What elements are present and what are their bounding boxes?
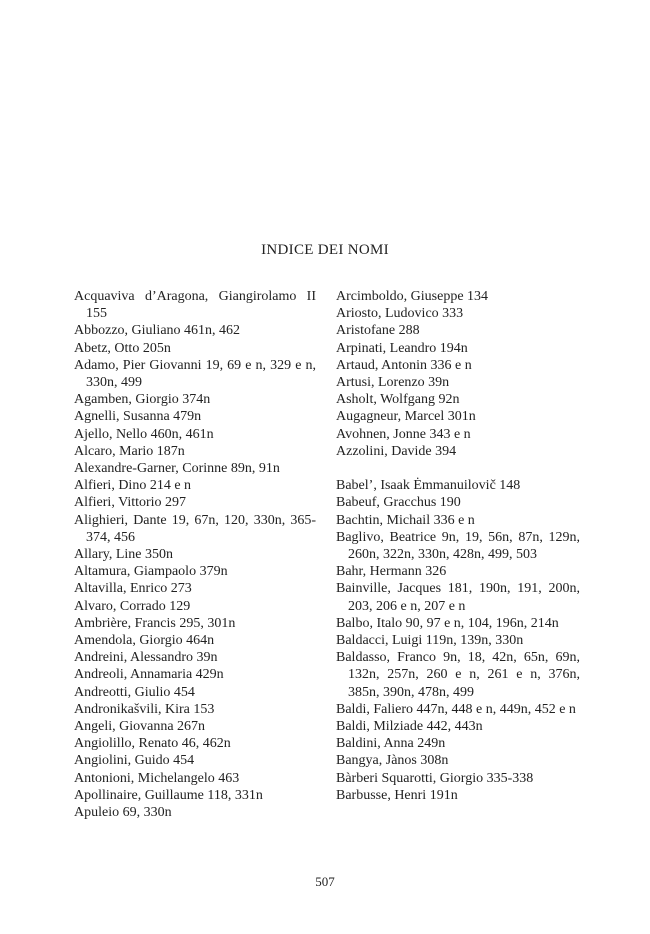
index-column-right <box>336 288 580 804</box>
index-entry: Angiolini, Guido 454 <box>74 753 195 769</box>
index-entry: Arpinati, Leandro 194n <box>336 340 468 356</box>
group-separator <box>336 460 580 477</box>
index-entry: Apollinaire, Guillaume 118, 331n <box>74 787 263 803</box>
index-entry: Babel’, Isaak Ėmmanuilovič 148 <box>336 478 521 494</box>
index-entry: Alexandre-Garner, Corinne 89n, 91n <box>74 461 280 477</box>
index-entry: Acquaviva d’Aragona, Giangirolamo II 155 <box>74 289 316 322</box>
page-number: 507 <box>315 874 335 889</box>
index-entry: Avohnen, Jonne 343 e n <box>336 426 471 442</box>
index-entry: Artusi, Lorenzo 39n <box>336 375 450 391</box>
index-entry: Baglivo, Beatrice 9n, 19, 56n, 87n, 129n, 260n, 322n, 330n, 428n, 499, 503 <box>336 529 580 563</box>
index-entry: Bàrberi Squarotti, Giorgio 335-338 <box>336 770 534 786</box>
index-entry: Adamo, Pier Giovanni 19, 69 e n, 329 e n, 330n, 499 <box>74 357 316 391</box>
index-entry: Bainville, Jacques 181, 190n, 191, 200n, 203, 206 e n, 207 e n <box>336 581 580 614</box>
index-column-left <box>74 288 316 821</box>
index-entry: Ariosto, Ludovico 333 <box>336 306 464 322</box>
index-entry: Alfieri, Vittorio 297 <box>74 495 187 511</box>
index-entry: Alcaro, Mario 187n <box>74 443 185 459</box>
index-entry: Andreini, Alessandro 39n <box>74 650 218 666</box>
index-entry: Angeli, Giovanna 267n <box>74 719 206 735</box>
index-entry: Altavilla, Enrico 273 <box>74 581 192 597</box>
index-entry: Baldasso, Franco 9n, 18, 42n, 65n, 69n, 132n, 257n, 260 e n, 261 e n, 376n, 385n, 390n, 478n, 499 <box>336 650 580 700</box>
index-entry: Angiolillo, Renato 46, 462n <box>74 736 231 752</box>
index-entry: Augagneur, Marcel 301n <box>336 409 476 425</box>
index-entry: Artaud, Antonin 336 e n <box>336 357 472 373</box>
index-entry: Ambrière, Francis 295, 301n <box>74 615 236 631</box>
index-entry: Ajello, Nello 460n, 461n <box>74 426 214 442</box>
index-entry: Bahr, Hermann 326 <box>336 564 447 580</box>
index-entry: Bachtin, Michail 336 e n <box>336 512 475 528</box>
index-group-b <box>336 477 580 804</box>
index-entry: Alvaro, Corrado 129 <box>74 598 191 614</box>
index-entry: Apuleio 69, 330n <box>74 805 172 821</box>
index-entry: Arcimboldo, Giuseppe 134 <box>336 289 489 304</box>
index-entry: Allary, Line 350n <box>74 547 174 563</box>
index-entry: Antonioni, Michelangelo 463 <box>74 770 240 786</box>
index-entry: Bangya, Jànos 308n <box>336 753 449 769</box>
index-entry: Alfieri, Dino 214 e n <box>74 478 192 494</box>
index-entry: Abetz, Otto 205n <box>74 340 171 356</box>
index-entry: Aristofane 288 <box>336 323 420 339</box>
index-entry: Alighieri, Dante 19, 67n, 120, 330n, 365-374, 456 <box>74 512 316 545</box>
index-entry: Asholt, Wolfgang 92n <box>336 392 460 408</box>
index-entry: Babeuf, Gracchus 190 <box>336 495 461 511</box>
index-entry: Andronikašvili, Kira 153 <box>74 701 215 717</box>
index-group-a <box>336 288 580 460</box>
index-entry: Azzolini, Davide 394 <box>336 443 457 459</box>
index-entry: Amendola, Giorgio 464n <box>74 633 215 649</box>
index-entry: Altamura, Giampaolo 379n <box>74 564 228 580</box>
index-entry: Barbusse, Henri 191n <box>336 787 458 803</box>
index-entry: Baldini, Anna 249n <box>336 736 446 752</box>
page-title: INDICE DEI NOMI <box>261 242 389 258</box>
index-entry: Agamben, Giorgio 374n <box>74 392 211 408</box>
index-entry: Balbo, Italo 90, 97 e n, 104, 196n, 214n <box>336 615 559 631</box>
index-entry: Agnelli, Susanna 479n <box>74 409 202 425</box>
index-entry: Abbozzo, Giuliano 461n, 462 <box>74 323 241 339</box>
index-entry: Andreotti, Giulio 454 <box>74 684 195 700</box>
index-entry: Baldi, Milziade 442, 443n <box>336 719 483 735</box>
index-entry: Baldacci, Luigi 119n, 139n, 330n <box>336 633 524 649</box>
index-entry: Andreoli, Annamaria 429n <box>74 667 224 683</box>
index-entry: Baldi, Faliero 447n, 448 e n, 449n, 452 e n <box>336 701 576 717</box>
